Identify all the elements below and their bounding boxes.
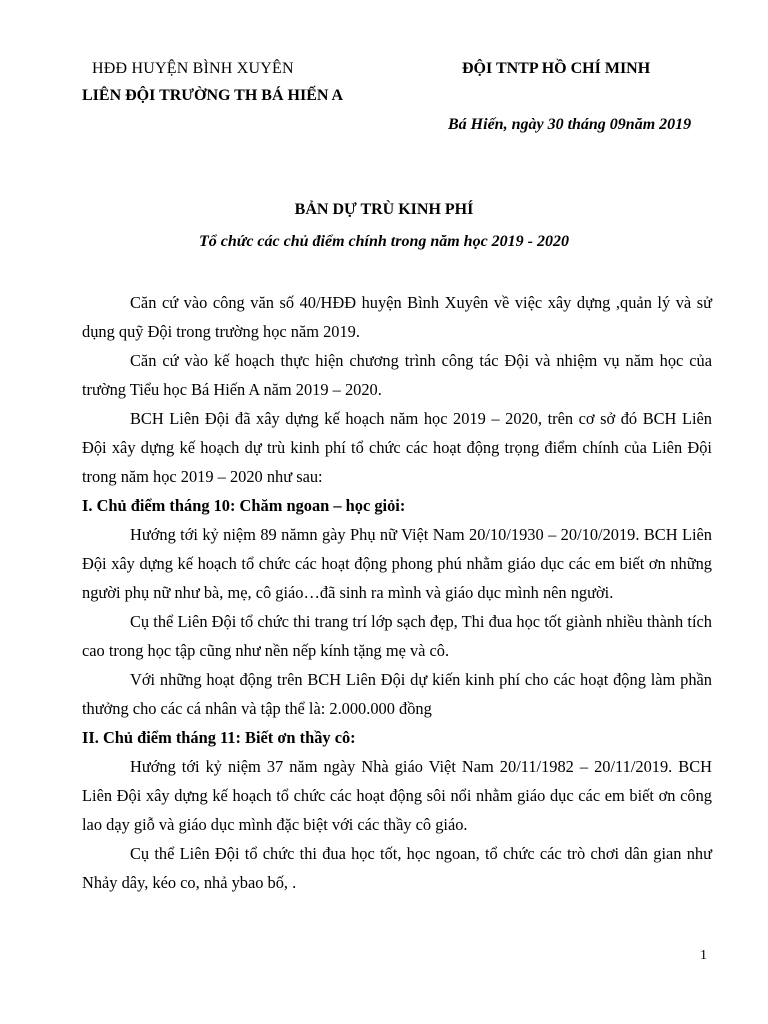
section-heading-october: I. Chủ điểm tháng 10: Chăm ngoan – học giỏi: — [82, 496, 406, 515]
section-october-paragraph-1: Hướng tới kỷ niệm 89 nămn gày Phụ nữ Việt Nam 20/10/1930 – 20/10/2019. BCH Liên Đội xây dựng kế hoạch tổ chức các hoạt động phong phú nhằm giáo dục các em biết ơn những người phụ nữ như bà, mẹ, cô giáo…đã sinh ra mình và giáo dục mình nên người. — [82, 525, 712, 602]
section-november-paragraph-1: Hướng tới kỷ niệm 37 năm ngày Nhà giáo Việt Nam 20/11/1982 – 20/11/2019. BCH Liên Đội xây dựng kế hoạch tổ chức các hoạt động sôi nổi nhằm giáo dục các em biết ơn công lao dạy giỗ và giáo dục mình đặc biệt với các thầy cô giáo. — [82, 757, 712, 834]
section-october-paragraph-2: Cụ thể Liên Đội tổ chức thi trang trí lớp sạch đẹp, Thi đua học tốt giành nhiều thành tích cao trong học tập cũng như nền nếp kính tặng mẹ và cô. — [82, 612, 712, 660]
header-pioneer-team: ĐỘI TNTP HỒ CHÍ MINH — [462, 60, 651, 77]
document-body — [82, 288, 712, 897]
header-district-council: HĐĐ HUYỆN BÌNH XUYÊN — [92, 60, 294, 77]
header-date: Bá Hiến, ngày 30 tháng 09năm 2019 — [448, 116, 692, 133]
paragraph-basis-2: Căn cứ vào kế hoạch thực hiện chương trình công tác Đội và nhiệm vụ năm học của trường Tiểu học Bá Hiến A năm 2019 – 2020. — [82, 351, 712, 399]
document-subtitle: Tổ chức các chủ điểm chính trong năm học 2019 - 2020 — [198, 233, 570, 250]
section-heading-november: II. Chủ điểm tháng 11: Biết ơn thầy cô: — [82, 728, 356, 747]
section-october-paragraph-3: Với những hoạt động trên BCH Liên Đội dự kiến kinh phí cho các hoạt động làm phần thưởng cho các cá nhân và tập thể là: 2.000.000 đồng — [82, 670, 712, 718]
paragraph-plan: BCH Liên Đội đã xây dựng kế hoạch năm học 2019 – 2020, trên cơ sở đó BCH Liên Đội xây dựng kế hoạch dự trù kinh phí tổ chức các hoạt động trọng điểm chính của Liên Đội trong năm học 2019 – 2020 như sau: — [82, 409, 712, 486]
header-school-union: LIÊN ĐỘI TRƯỜNG TH BÁ HIẾN A — [82, 87, 344, 104]
section-november-paragraph-2: Cụ thể Liên Đội tổ chức thi đua học tốt, học ngoan, tổ chức các trò chơi dân gian như Nhảy dây, kéo co, nhả ybao bố, . — [82, 844, 712, 892]
page-number: 1 — [700, 948, 707, 963]
document-title: BẢN DỰ TRÙ KINH PHÍ — [294, 201, 474, 218]
paragraph-basis-1: Căn cứ vào công văn số 40/HĐĐ huyện Bình Xuyên về việc xây dựng ,quản lý và sử dụng quỹ Đội trong trường học năm 2019. — [82, 293, 712, 341]
